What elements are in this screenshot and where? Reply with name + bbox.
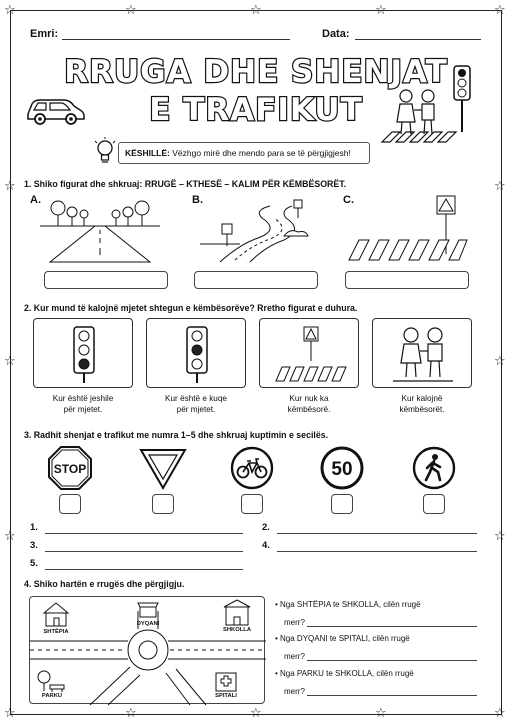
answer-box-b[interactable] <box>194 271 318 289</box>
bicycle-sign-icon <box>230 446 274 490</box>
star-icon: ☆ <box>4 354 16 369</box>
star-icon: ☆ <box>250 706 262 721</box>
star-icon: ☆ <box>494 706 506 721</box>
caption-green-light: Kur është jeshile për mjetet. <box>52 394 114 414</box>
red-light-card[interactable] <box>146 318 246 388</box>
star-icon: ☆ <box>250 3 262 18</box>
lightbulb-icon <box>94 137 116 167</box>
meaning-number-4: 4. <box>262 540 270 551</box>
map-answer-line-1[interactable] <box>307 626 477 627</box>
name-field[interactable] <box>62 39 290 40</box>
date-label: Data: <box>322 28 350 40</box>
name-label: Emri: <box>30 28 59 40</box>
star-icon: ☆ <box>494 354 506 369</box>
question-3-prompt: 3. Radhit shenjat e trafikut me numra 1–5 dhe shkruaj kuptimin e secilës. <box>24 430 329 440</box>
star-icon: ☆ <box>125 3 137 18</box>
car-icon <box>24 92 86 126</box>
option-b-letter: B. <box>192 194 203 206</box>
order-box-stop[interactable] <box>59 494 81 514</box>
pedestrian-crossing-icon <box>345 194 469 264</box>
question-2-prompt: 2. Kur mund të kalojnë mjetet shtegun e këmbësorëve? Rretho figurat e duhura. <box>24 303 358 313</box>
speed-limit-sign-icon <box>320 446 364 490</box>
children-crossing-icon <box>380 86 460 148</box>
star-icon: ☆ <box>494 179 506 194</box>
star-icon: ☆ <box>4 3 16 18</box>
empty-crossing-icon <box>270 325 350 385</box>
children-icon <box>391 325 455 385</box>
traffic-light-icon <box>450 64 474 134</box>
order-box-speed[interactable] <box>331 494 353 514</box>
children-crossing-card[interactable] <box>372 318 472 388</box>
map-answer-line-2[interactable] <box>307 660 477 661</box>
page-title-line2: E TRAFIKUT <box>149 92 363 128</box>
page-title-line1: RRUGA DHE SHENJAT <box>64 54 448 90</box>
empty-crossing-card[interactable] <box>259 318 359 388</box>
meaning-line-1[interactable] <box>45 533 243 534</box>
traffic-light-red-icon <box>183 325 211 385</box>
order-box-bicycle[interactable] <box>241 494 263 514</box>
stop-sign-text: STOP <box>53 462 87 476</box>
traffic-light-green-icon <box>70 325 98 385</box>
tip-box <box>118 142 370 164</box>
map-label-shop: DYQANI <box>136 621 160 627</box>
answer-box-c[interactable] <box>345 271 469 289</box>
meaning-line-3[interactable] <box>45 551 243 552</box>
green-light-card[interactable] <box>33 318 133 388</box>
order-box-yield[interactable] <box>152 494 174 514</box>
map-label-school: SHKOLLA <box>222 627 252 633</box>
question-4-prompt: 4. Shiko hartën e rrugës dhe përgjigju. <box>24 579 185 589</box>
tip-label: KËSHILLË: <box>125 148 170 158</box>
map-label-house: SHTËPIA <box>43 629 69 635</box>
tip-text: Vëzhgo mirë dhe mendo para se të përgjigjesh! <box>172 148 351 158</box>
meaning-number-1: 1. <box>30 522 38 533</box>
meaning-line-4[interactable] <box>277 551 477 552</box>
meaning-number-3: 3. <box>30 540 38 551</box>
meaning-number-2: 2. <box>262 522 270 533</box>
road-map <box>29 596 265 704</box>
star-icon: ☆ <box>494 3 506 18</box>
stop-sign-icon <box>48 446 92 490</box>
meaning-line-2[interactable] <box>277 533 477 534</box>
option-a-letter: A. <box>30 194 41 206</box>
star-icon: ☆ <box>125 706 137 721</box>
star-icon: ☆ <box>4 529 16 544</box>
caption-pedestrians-crossing: Kur kalojnë këmbësorët. <box>399 394 445 414</box>
meaning-number-5: 5. <box>30 558 38 569</box>
map-label-hospital: SPITALI <box>215 693 237 699</box>
curved-road-icon <box>200 198 320 264</box>
map-question-3: • Nga PARKU te SHKOLLA, cilën rrugë merr? <box>275 669 414 696</box>
question-1-prompt: 1. Shiko figurat dhe shkruaj: RRUGË – KTHESË – KALIM PËR KËMBËSORËT. <box>24 179 347 189</box>
star-icon: ☆ <box>375 3 387 18</box>
star-icon: ☆ <box>4 179 16 194</box>
caption-no-pedestrians: Kur nuk ka këmbësorë. <box>287 394 331 414</box>
map-question-2: • Nga DYQANI te SPITALI, cilën rrugë merr? <box>275 634 410 661</box>
meaning-line-5[interactable] <box>45 569 243 570</box>
star-icon: ☆ <box>375 706 387 721</box>
caption-red-light: Kur është e kuqe për mjetet. <box>165 394 227 414</box>
speed-limit-text: 50 <box>331 459 353 480</box>
map-label-park: PARKU <box>41 693 63 699</box>
answer-box-a[interactable] <box>44 271 168 289</box>
order-box-pedestrian[interactable] <box>423 494 445 514</box>
pedestrian-sign-icon <box>412 446 456 490</box>
road-map-drawing <box>30 597 266 705</box>
star-icon: ☆ <box>494 529 506 544</box>
map-answer-line-3[interactable] <box>307 695 477 696</box>
star-icon: ☆ <box>4 706 16 721</box>
date-field[interactable] <box>355 39 481 40</box>
option-c-letter: C. <box>343 194 354 206</box>
yield-sign-icon <box>139 448 187 490</box>
straight-road-icon <box>40 198 160 264</box>
map-question-1: • Nga SHTËPIA te SHKOLLA, cilën rrugë merr? <box>275 600 421 627</box>
